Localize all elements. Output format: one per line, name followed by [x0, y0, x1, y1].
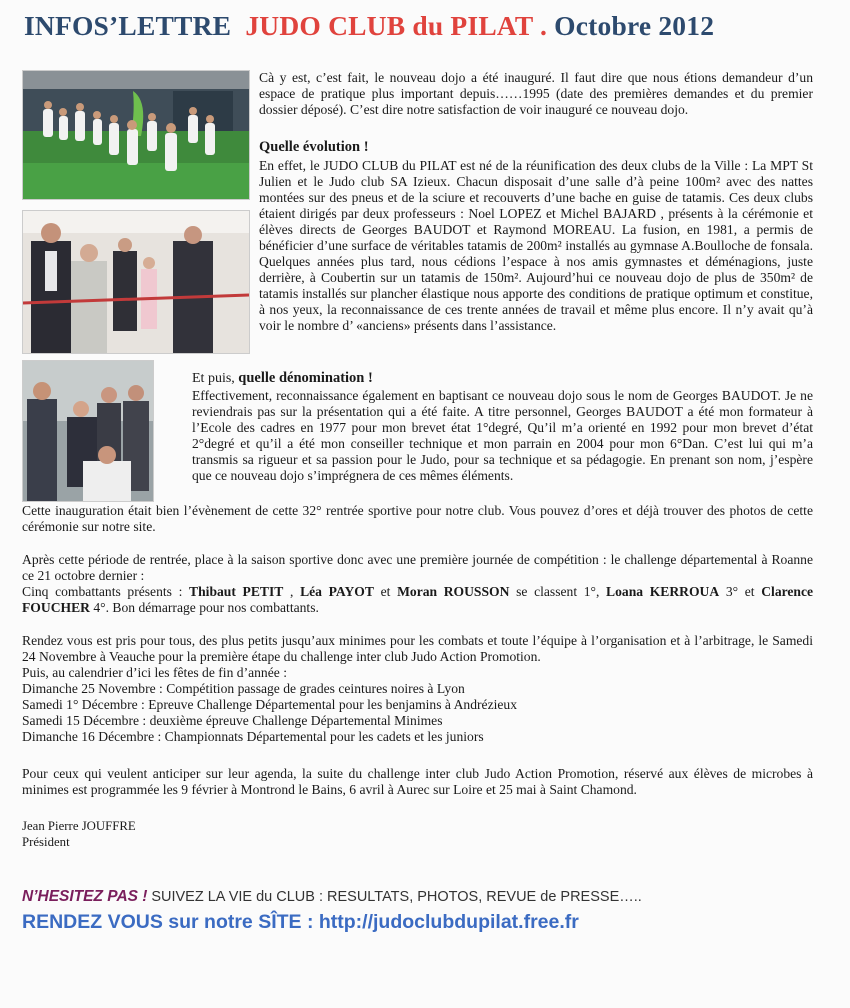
agenda-line: Samedi 15 Décembre : deuxième épreuve Challenge Départemental Minimes: [22, 713, 443, 728]
agenda-list: [22, 665, 813, 745]
photo-group-officials: [22, 360, 154, 502]
competitor-name: FOUCHER: [22, 600, 90, 615]
agenda-line: Samedi 1° Décembre : Epreuve Challenge Départemental pour les benjamins à Andrézieux: [22, 697, 518, 712]
inauguration-paragraph: Cette inauguration était bien l’évènement de cette 32° rentrée sportive pour notre club. Vous pouvez d’ores et déjà trouver des photos de cette cérémonie sur notre site.: [22, 503, 813, 534]
denomination-paragraph: Effectivement, reconnaissance également en baptisant ce nouveau dojo sous le nom de Georges BAUDOT. Je ne reviendrais pas sur la présentation qui a été faite. A titre personnel, Georges BAUDOT a été mon formateur à l’Ecole des cadres en 1977 pour mon brevet état 1°degré, Qu’il m’a orienté en 1992 pour mon brevet d’état 2°degré et qu’il a été mon conseiller technique et mon parrain en 2004 pour mon 6°Dan. C’est lui qui m’a transmis sa rigueur et sa passion pour le Judo, pour sa technique et sa pédagogie. En prenant son nom, j’espère que ce nouveau dojo s’imprégnera de ces mêmes éléments.: [192, 388, 813, 483]
agenda-line: Puis, au calendrier d’ici les fêtes de fin d’année :: [22, 665, 287, 680]
footer-follow: SUIVEZ LA VIE du CLUB : RESULTATS, PHOTOS, REVUE de PRESSE…..: [151, 889, 642, 905]
footer-website: [22, 911, 579, 934]
signature-role: Président: [22, 835, 70, 849]
photo-dojo-kids: [22, 70, 250, 200]
evolution-paragraph: En effet, le JUDO CLUB du PILAT est né de la réunification des deux clubs de la Ville : La MPT St Julien et le Judo club SA Izieux. Chacun disposait d’une salle d’à peine 100m² avec des nattes montées sur des pneus et de la sciure et recouverts d’une bache en guise de tatamis. Ces deux clubs étaient dirigés par deux professeurs : Noel LOPEZ et Michel BAJARD , présents à la cérémonie et élèves directs de Georges BAUDOT et Raymond MOREAU. La fusion, en 1981, a permis de bénéficier d’une surface de véritables tatamis de 200m² installés au gymnase A.Boulloche de fonsala. Quelques années plus tard, nous cédions l’espace à nos amis gymnastes et déménagions, juste derrière, à Coubertin sur un tatamis de 150m². Aujourd’hui ce nouveau dojo de plus de 350m² de tatamis installés sur plancher élastique nous apporte des conditions de pratique optimum et constitue, à nos yeux, la reconnaissance de ces trente années de travail et même plus encore. Il n’y avait qu’à voir le nombre d’ «anciens» présents dans l’assistance.: [259, 158, 813, 333]
competitor-name: Moran ROUSSON: [397, 584, 510, 599]
competitor-name: Clarence: [761, 584, 814, 599]
challenge-paragraph: Pour ceux qui veulent anticiper sur leur agenda, la suite du challenge inter club Judo Action Promotion, réservé aux élèves de microbes à minimes est programmée les 9 février à Montrond le Bains, 6 avril à Aurec sur Loire et 25 mai à Saint Chamond.: [22, 766, 813, 797]
intro-paragraph: Cà y est, c’est fait, le nouveau dojo a été inauguré. Il faut dire que nous étions demandeur d’un espace de pratique plus important depuis……1995 (date des premières demandes et du premier dossier déposé). C’est dire notre satisfaction de voir inauguré ce nouveau dojo.: [259, 70, 813, 117]
title-club-name: JUDO CLUB du PILAT .: [245, 10, 548, 41]
newsletter-title: [24, 10, 834, 42]
signature: [22, 818, 322, 850]
competitor-name: Loana KERROUA: [606, 584, 720, 599]
signature-name: Jean Pierre JOUFFRE: [22, 819, 136, 833]
competitor-name: Thibaut PETIT: [189, 584, 284, 599]
agenda-line: Dimanche 16 Décembre : Championnats Départemental pour les cadets et les juniors: [22, 729, 484, 744]
agenda-line: Dimanche 25 Novembre : Compétition passage de grades ceintures noires à Lyon: [22, 681, 465, 696]
competition-intro: Après cette période de rentrée, place à la saison sportive donc avec une première journée de compétition : le challenge départemental à Roanne ce 21 octobre dernier :: [22, 552, 813, 583]
footer-hesitez: N’HESITEZ PAS !: [22, 888, 148, 905]
competitor-name: Léa PAYOT: [300, 584, 374, 599]
heading-evolution: Quelle évolution !: [259, 139, 369, 155]
title-infos-lettre: INFOS’LETTRE: [24, 10, 232, 41]
website-link[interactable]: http://judoclubdupilat.free.fr: [318, 911, 579, 933]
competition-results: Cinq combattants présents : Thibaut PETIT , Léa PAYOT et Moran ROUSSON se classent 1°, Loana KERROUA 3° et Clarence FOUCHER 4°. Bon démarrage pour nos combattants.: [22, 584, 814, 615]
footer-callout: [22, 888, 642, 906]
footer-cta: RENDEZ VOUS sur notre SÎTE :: [22, 911, 314, 933]
title-date: Octobre 2012: [554, 10, 715, 41]
heading-denomination: Et puis, quelle dénomination !: [192, 370, 373, 386]
agenda-intro: Rendez vous est pris pour tous, des plus petits jusqu’aux minimes pour les combats et toute l’équipe à l’organisation et à l’arbitrage, le Samedi 24 Novembre à Veauche pour la première étape du challenge inter club Judo Action Promotion.: [22, 633, 813, 664]
photo-ribbon-cutting: [22, 210, 250, 354]
